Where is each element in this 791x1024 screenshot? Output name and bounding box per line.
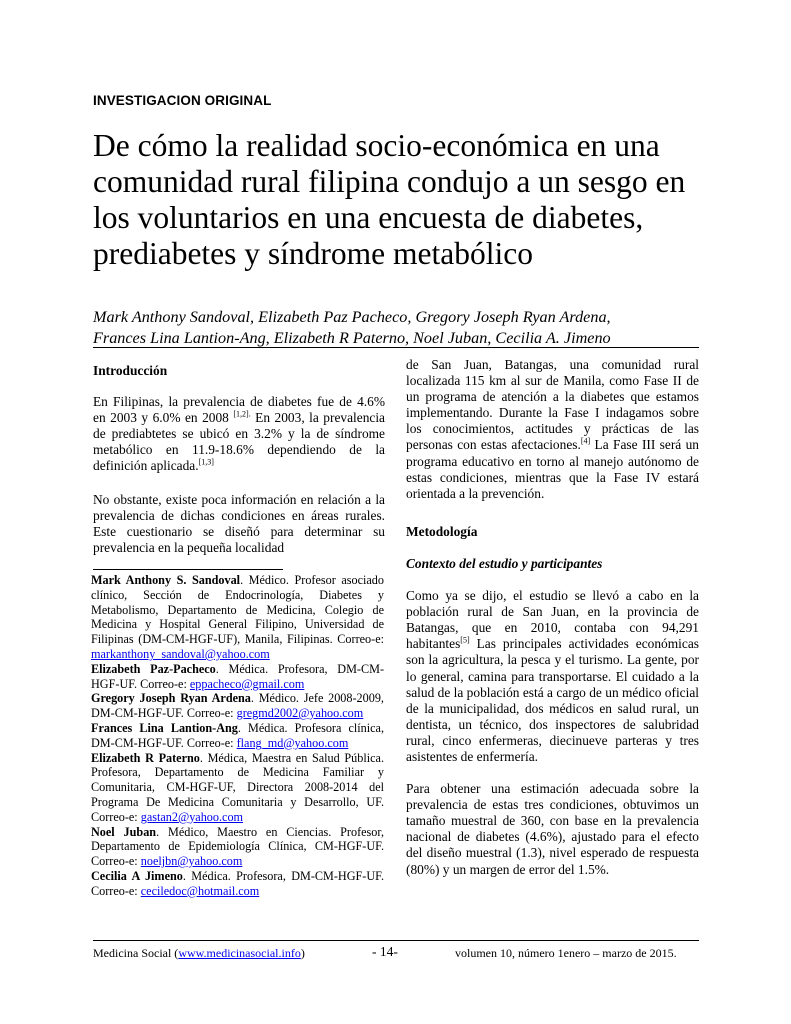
- left-column: [93, 363, 385, 556]
- email-link[interactable]: noeljbn@yahoo.com: [140, 854, 243, 869]
- affiliation-entry: [91, 662, 384, 692]
- affiliation-text: . Médica, Maestra en Salud Pública. Profesora, Departamento de Medicina Familiar y Comunitaria, CM-HGF-UF, Directora 2008-2014 del Programa De Medicina Comunitaria y Desarrollo, UF. Correo-e:: [91, 750, 384, 824]
- right-column: [406, 357, 699, 878]
- footer-journal-suffix: ): [300, 946, 305, 960]
- right-p2-text-a: Como ya se dijo, el estudio se llevó a cabo en la población rural de San Juan, en la provincia de Batangas, que en 2010, contaba con 94,291 habitantes: [406, 588, 699, 652]
- section-label: INVESTIGACION ORIGINAL: [93, 93, 272, 108]
- affiliation-name: Frances Lina Lantion-Ang: [91, 720, 238, 735]
- affiliation-name: Mark Anthony S. Sandoval: [91, 573, 241, 587]
- affiliation-name: Cecilia A Jimeno: [91, 868, 183, 883]
- authors-block: [93, 307, 713, 349]
- affiliation-name: Elizabeth R Paterno: [91, 750, 200, 765]
- citation-5: [5]: [460, 635, 470, 645]
- affiliation-text: . Médico. Jefe 2008-2009, DM-CM-HGF-UF. Correo-e:: [91, 691, 384, 721]
- affiliation-entry: [91, 691, 384, 721]
- right-p2-text-b: Las principales actividades económicas son la agricultura, la pesca y el turismo. La gente, por lo general, camina para transportarse. El cuidado a la salud de la población está a cargo de un médico oficial de la municipalidad, dos médicos en salud rural, un dentista, un técnico, dos inspectores de salubridad rural, cinco enfermeras, diecinueve parteras y tres asistentes de enfermería.: [406, 636, 699, 764]
- methodology-paragraph-1: [406, 588, 699, 765]
- affiliation-name: Noel Juban: [91, 824, 157, 839]
- context-subheading: Contexto del estudio y participantes: [406, 555, 603, 571]
- footer-journal-prefix: Medicina Social (: [93, 946, 179, 960]
- email-link[interactable]: eppacheco@gmail.com: [189, 676, 305, 691]
- intro-paragraph-1: [93, 394, 385, 474]
- email-link[interactable]: flang_md@yahoo.com: [236, 735, 349, 750]
- affiliation-text: . Médica. Profesora, DM-CM-HGF-UF. Correo-e:: [91, 661, 384, 691]
- affiliation-name: Gregory Joseph Ryan Ardena: [91, 691, 251, 706]
- email-link[interactable]: markanthony_sandoval@yahoo.com: [91, 646, 270, 661]
- email-link[interactable]: gastan2@yahoo.com: [140, 809, 244, 824]
- citation-4: [4]: [580, 437, 591, 446]
- footer-journal: [93, 946, 305, 961]
- affiliation-entry: [91, 573, 384, 662]
- header-divider: [93, 347, 699, 348]
- affiliation-entry: [91, 869, 384, 899]
- email-link[interactable]: ceciledoc@hotmail.com: [140, 883, 260, 898]
- page-number: - 14-: [372, 944, 398, 959]
- citation-1-3: [1,3]: [198, 458, 214, 467]
- affiliation-entry: [91, 751, 384, 825]
- affiliation-name: Elizabeth Paz-Pacheco: [91, 661, 216, 676]
- methodology-paragraph-2: Para obtener una estimación adecuada sobre la prevalencia de estas tres condiciones, obtuvimos un tamaño muestral de 360, con base en la prevalencia nacional de diabetes (4.6%), ajustado para el efecto del diseño muestral (1.3), nivel esperado de respuesta (80%) y un margen de error del 1.5%.: [406, 781, 699, 877]
- authors-line-1: Mark Anthony Sandoval, Elizabeth Paz Pacheco, Gregory Joseph Ryan Ardena,: [93, 308, 611, 326]
- footer-issue: volumen 10, número 1enero – marzo de 2015.: [455, 946, 677, 960]
- citation-1-2: [1,2].: [233, 409, 251, 419]
- intro-heading: Introducción: [93, 363, 168, 378]
- methodology-heading: Metodología: [406, 523, 478, 539]
- affiliation-text: . Médica. Profesora clínica, DM-CM-HGF-UF. Correo-e:: [91, 720, 384, 750]
- affiliation-text: . Médico. Profesor asociado clínico, Sección de Endocrinología, Diabetes y Metabolismo, Departamento de Medicina, Colegio de Medicina y Hospital General Filipino, Universidad de Filipinas (DM-CM-HGF-UF), Manila, Filipinas. Correo-e:: [91, 573, 384, 647]
- intro-p1-text-a: En Filipinas, la prevalencia de diabetes fue de 4.6% en 2003 y 6.0% en 2008: [93, 394, 385, 426]
- author-affiliations: [91, 573, 384, 899]
- affiliation-text: . Médico, Maestro en Ciencias. Profesor, Departamento de Epidemiología Clínica, CM-HGF-UF. Correo-e:: [91, 824, 384, 869]
- intro-p1-text-b: En 2003, la prevalencia de prediabtetes se ubicó en 3.2% y la de síndrome metabólico en 11.9-18.6% dependiendo de la definición aplicada.: [93, 410, 386, 474]
- authors-line-2: Frances Lina Lantion-Ang, Elizabeth R Paterno, Noel Juban, Cecilia A. Jimeno: [93, 329, 611, 347]
- footnote-divider: [93, 569, 283, 570]
- right-p1-text-b: La Fase III será un programa educativo en torno al manejo autónomo de estas condiciones, mientras que la Fase IV estará orientada a la prevención.: [406, 437, 700, 501]
- right-p1-text-a: de San Juan, Batangas, una comunidad rural localizada 115 km al sur de Manila, como Fase II de un programa de atención a la diabetes que estamos implementando. Durante la Fase I indagamos sobre los conocimientos, actitudes y prácticas de las personas con estas afectaciones.: [406, 357, 699, 453]
- journal-website-link[interactable]: www.medicinasocial.info: [178, 946, 301, 960]
- affiliation-entry: [91, 721, 384, 751]
- affiliation-text: . Médica. Profesora, DM-CM-HGF-UF. Correo-e:: [91, 868, 385, 898]
- footer-divider: [93, 940, 699, 941]
- article-title: De cómo la realidad socio-económica en una comunidad rural filipina condujo a un sesgo en los voluntarios en una encuesta de diabetes, prediabetes y síndrome metabólico: [93, 128, 686, 271]
- intro-paragraph-2: No obstante, existe poca información en relación a la prevalencia de dichas condiciones en áreas rurales. Este cuestionario se diseñó para determinar su prevalencia en la pequeña localidad: [93, 491, 385, 555]
- affiliation-entry: [91, 825, 384, 869]
- intro-paragraph-continued: [406, 357, 699, 502]
- email-link[interactable]: gregmd2002@yahoo.com: [236, 706, 364, 721]
